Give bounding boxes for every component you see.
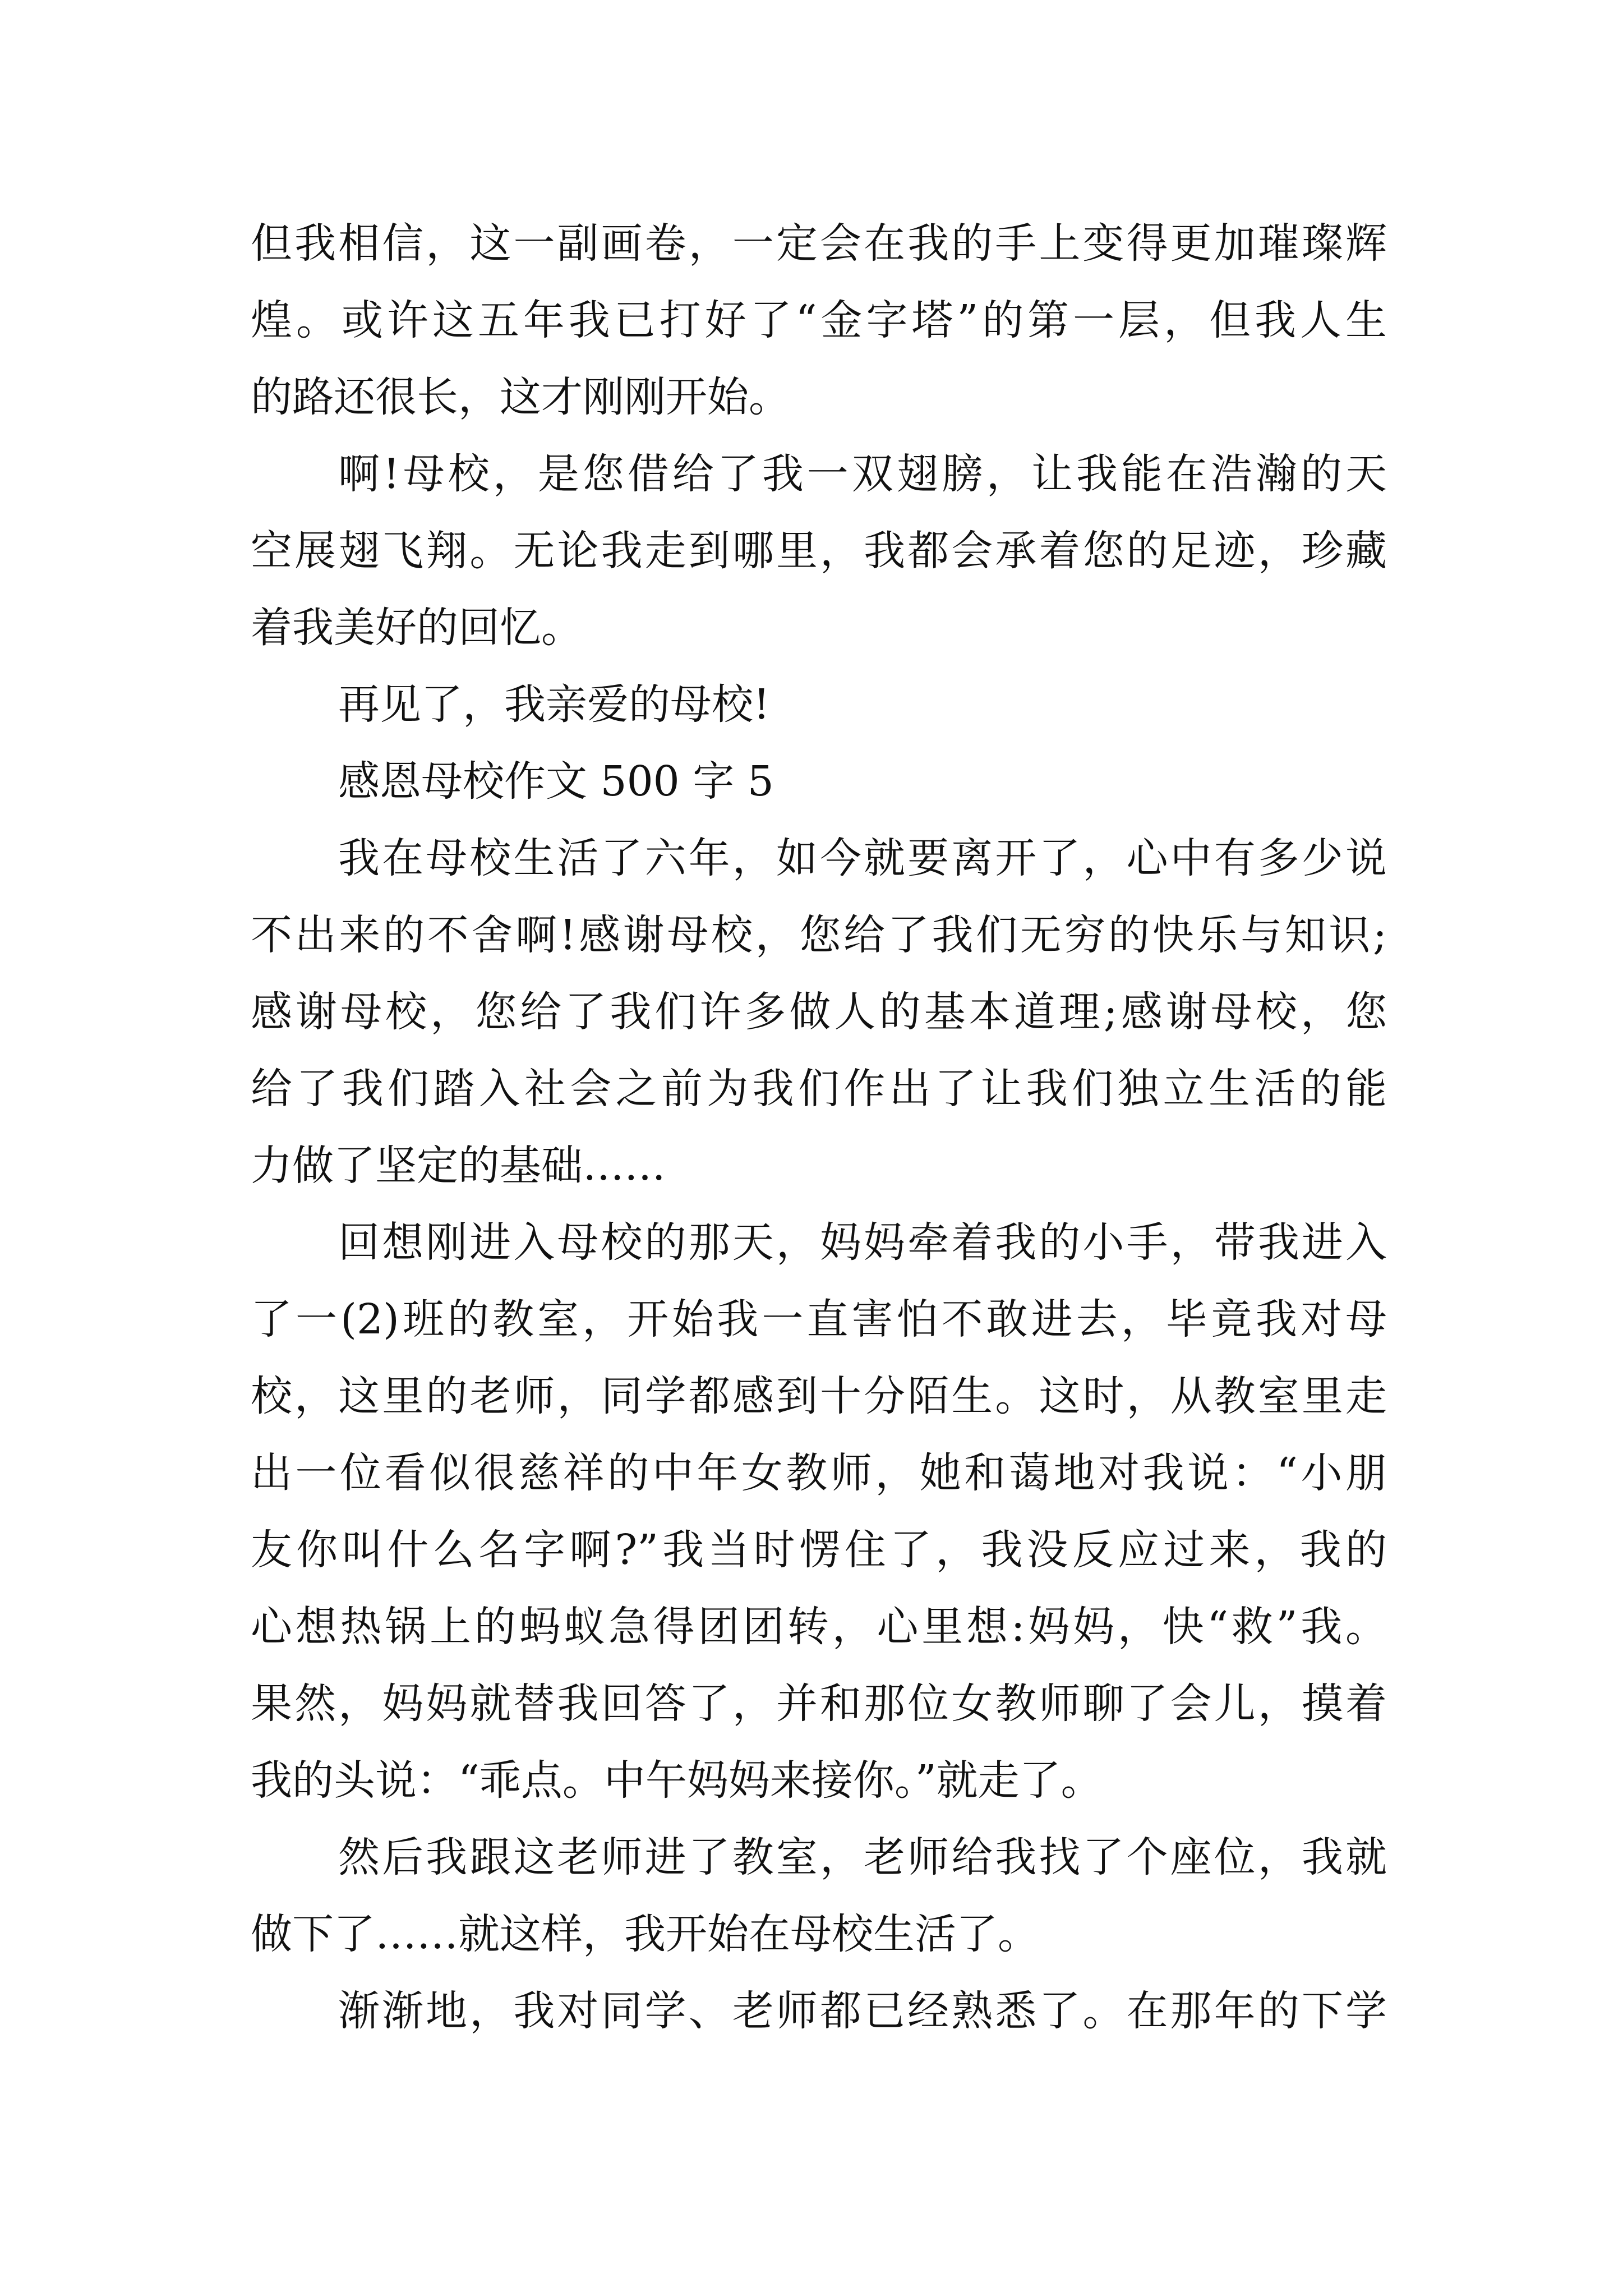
paragraph-line: 煌。或许这五年我已打好了“金字塔”的第一层，但我人生 — [251, 296, 1387, 344]
paragraph-line: 心想热锅上的蚂蚁急得团团转，心里想:妈妈，快“救”我。 — [251, 1603, 1387, 1651]
paragraph-line: 力做了坚定的基础…… — [251, 1142, 666, 1190]
paragraph-line: 了一(2)班的教室，开始我一直害怕不敢进去，毕竟我对母 — [251, 1295, 1387, 1343]
paragraph-line: 渐渐地，我对同学、老师都已经熟悉了。在那年的下学 — [338, 1987, 1387, 2035]
paragraph-line: 我的头说：“乖点。中午妈妈来接你。”就走了。 — [251, 1756, 1103, 1805]
section-heading — [251, 743, 1387, 820]
heading-line: 感恩母校作文 500 字 5 — [338, 757, 774, 806]
paragraph-line: 我在母校生活了六年，如今就要离开了，心中有多少说 — [338, 834, 1387, 882]
document-body — [251, 205, 1387, 2050]
paragraph — [251, 1819, 1387, 1973]
paragraph — [251, 205, 1387, 436]
paragraph-line: 回想刚进入母校的那天，妈妈牵着我的小手，带我进入 — [338, 1218, 1387, 1267]
paragraph-line: 出一位看似很慈祥的中年女教师，她和蔼地对我说：“小朋 — [251, 1449, 1387, 1497]
paragraph-line: 感谢母校，您给了我们许多做人的基本道理;感谢母校，您 — [251, 988, 1387, 1036]
paragraph-line: 空展翅飞翔。无论我走到哪里，我都会承着您的足迹，珍藏 — [251, 527, 1387, 575]
paragraph-line: 但我相信，这一副画卷，一定会在我的手上变得更加璀璨辉 — [251, 219, 1387, 268]
paragraph-line: 果然，妈妈就替我回答了，并和那位女教师聊了会儿，摸着 — [251, 1680, 1387, 1728]
paragraph-line: 啊!母校，是您借给了我一双翅膀，让我能在浩瀚的天 — [338, 450, 1387, 498]
paragraph — [251, 666, 1387, 743]
paragraph — [251, 436, 1387, 666]
paragraph-line: 的路还很长，这才刚刚开始。 — [251, 373, 790, 421]
paragraph-line: 然后我跟这老师进了教室，老师给我找了个座位，我就 — [338, 1833, 1387, 1881]
paragraph-line: 不出来的不舍啊!感谢母校，您给了我们无穷的快乐与知识; — [251, 911, 1387, 959]
paragraph-line: 校，这里的老师，同学都感到十分陌生。这时，从教室里走 — [251, 1372, 1387, 1420]
paragraph — [251, 1204, 1387, 1819]
paragraph — [251, 820, 1387, 1204]
paragraph — [251, 1973, 1387, 2050]
paragraph-line: 再见了，我亲爱的母校! — [338, 680, 770, 729]
paragraph-line: 做下了……就这样，我开始在母校生活了。 — [251, 1910, 1039, 1958]
paragraph-line: 着我美好的回忆。 — [251, 604, 583, 652]
paragraph-line: 友你叫什么名字啊?”我当时愣住了，我没反应过来，我的 — [251, 1526, 1387, 1574]
paragraph-line: 给了我们踏入社会之前为我们作出了让我们独立生活的能 — [251, 1065, 1387, 1113]
